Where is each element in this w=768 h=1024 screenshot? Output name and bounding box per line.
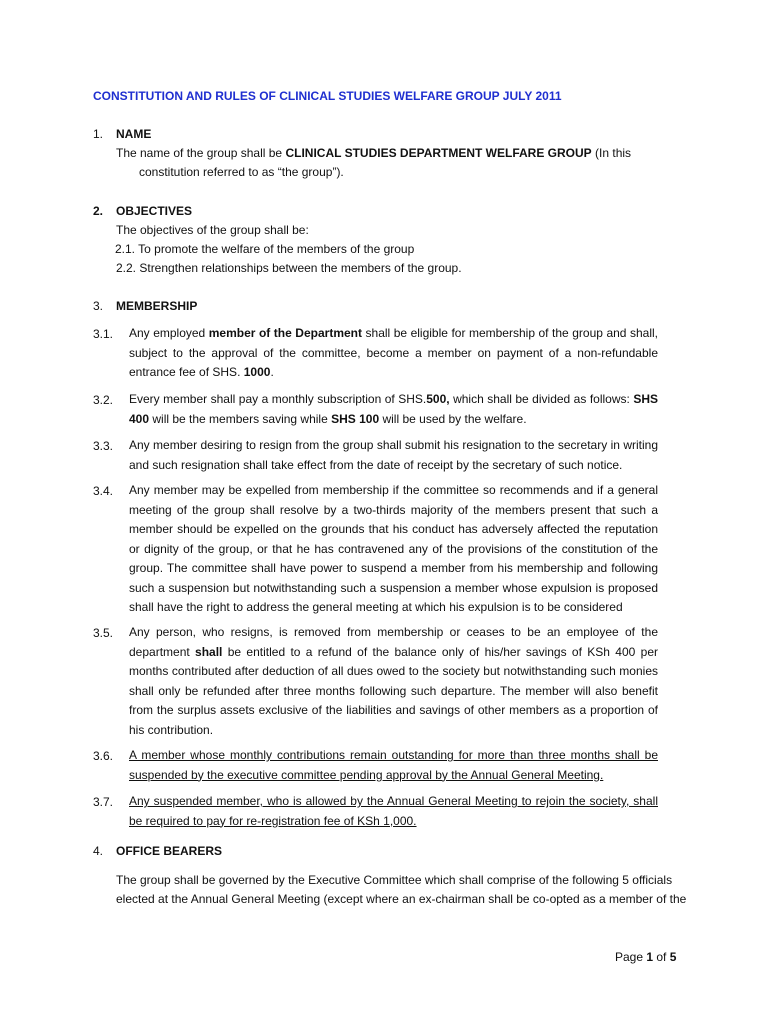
section-heading: OFFICE BEARERS (116, 844, 223, 858)
section-heading: OBJECTIVES (116, 204, 193, 218)
rule-text: Any member desiring to resign from the group shall submit his resignation to the secretary in writing and such resignation shall take effect from the date of receipt by the secretary of such notice. (129, 438, 658, 472)
rule-number: 3.4. (93, 484, 114, 498)
rule-text: A member whose monthly contributions remain outstanding for more than three months shall be suspended by the executive committee pending approval by the Annual General Meeting. (129, 748, 658, 782)
rule-number: 3.1. (93, 327, 114, 341)
objectives-intro: The objectives of the group shall be: (116, 223, 309, 237)
rule-number: 3.6. (93, 749, 114, 763)
rule-text: Any employed member of the Department shall be eligible for membership of the group and shall, subject to the approval of the committee, become a member on payment of a non-refundable entrance fee of SHS. 1000. (129, 326, 658, 379)
section-heading: NAME (116, 127, 152, 141)
rule-text: Any person, who resigns, is removed from membership or ceases to be an employee of the department shall be entitled to a refund of the balance only of his/her savings of KSh 400 per months contributed after deduction of all dues owed to the society but notwithstanding such monies shall only be refunded after three months following such departure. The member will also benefit from the surplus assets exclusive of the liabilities and savings of other members as a proportion of his contribution. (129, 625, 658, 737)
objective-item: 2.2. Strengthen relationships between the members of the group. (116, 261, 462, 275)
name-paragraph-line2: constitution referred to as “the group”). (139, 165, 344, 179)
rule-number: 3.3. (93, 439, 114, 453)
office-paragraph-line1: The group shall be governed by the Executive Committee which shall comprise of the following 5 officials (116, 873, 673, 887)
section-number: 3. (93, 299, 104, 313)
page-number (615, 950, 676, 964)
section-number: 2. (93, 204, 104, 218)
document-title: CONSTITUTION AND RULES OF CLINICAL STUDIES WELFARE GROUP JULY 2011 (93, 89, 562, 103)
section-number: 1. (93, 127, 104, 141)
rule-text: Any member may be expelled from membership if the committee so recommends and if a general meeting of the group shall resolve by a two-thirds majority of the members present that such a member should be expelled on the grounds that his conduct has adversely affected the reputation or dignity of the group, or that he has contravened any of the provisions of the constitution of the group. The committee shall have power to suspend a member from his membership and following such a suspension but notwithstanding such a suspension a member whose expulsion is proposed shall have the right to address the general meeting at which his expulsion is to be considered (129, 483, 658, 614)
rule-text: Any suspended member, who is allowed by the Annual General Meeting to rejoin the society, shall be required to pay for re-registration fee of KSh 1,000. (129, 794, 658, 828)
name-text-a: The name of the group shall be (116, 146, 286, 160)
group-name: CLINICAL STUDIES DEPARTMENT WELFARE GROUP (285, 146, 592, 160)
rule-text: Every member shall pay a monthly subscription of SHS.500, which shall be divided as follows: SHS 400 will be the members saving while SHS 100 will be used by the welfare. (129, 392, 659, 426)
section-heading: MEMBERSHIP (116, 299, 198, 313)
office-paragraph-line2: elected at the Annual General Meeting (except where an ex-chairman shall be co-opted as a member of the (116, 892, 687, 906)
page-label: Page (615, 950, 647, 964)
name-paragraph-line1 (116, 146, 676, 160)
rule-number: 3.5. (93, 626, 114, 640)
section-number: 4. (93, 844, 104, 858)
of-label: of (653, 950, 670, 964)
rule-number: 3.2. (93, 393, 114, 407)
name-text-c: (In this (591, 146, 632, 160)
rule-number: 3.7. (93, 795, 114, 809)
objective-item: 2.1. To promote the welfare of the members of the group (115, 242, 415, 256)
page-current: 1 (646, 950, 654, 964)
page-total: 5 (669, 950, 677, 964)
